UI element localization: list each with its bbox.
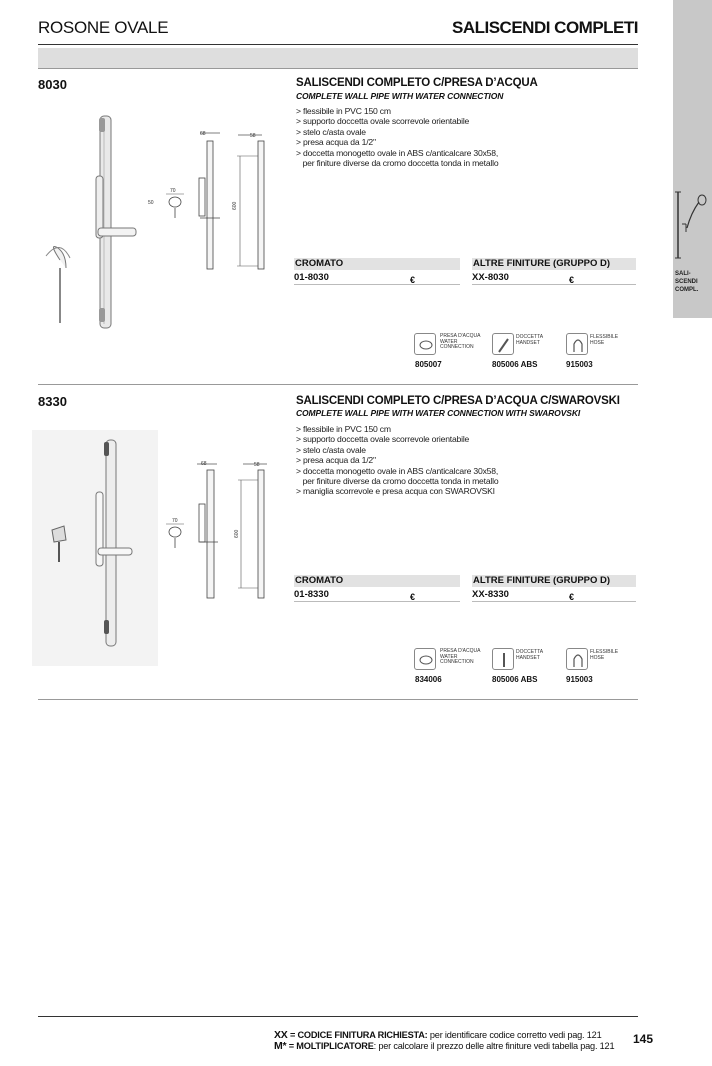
dim-outlet-height: 50: [148, 200, 154, 206]
product-photo: [38, 108, 138, 333]
footer-term: = CODICE FINITURA RICHIESTA:: [287, 1030, 428, 1040]
footer-note-finish-code: [274, 1030, 614, 1041]
footer-key: M*: [274, 1040, 287, 1052]
water-outlet-icon: [414, 648, 436, 670]
accessory-code: 915003: [566, 675, 593, 684]
technical-drawing: [140, 126, 275, 276]
header-rule: [38, 44, 638, 45]
finish-chrome-label: CROMATO: [294, 575, 460, 587]
feature-item: > supporto doccetta ovale scorrevole orientabile: [296, 434, 470, 445]
hose-icon: [566, 333, 588, 355]
accessory-label-line: HANDSET: [516, 654, 540, 661]
feature-item: per finiture diverse da cromo doccetta tonda in metallo: [296, 158, 499, 169]
product-title: SALISCENDI COMPLETO C/PRESA D’ACQUA C/SWAROVSKI: [296, 395, 620, 407]
accessory-label-line: CONNECTION: [440, 659, 474, 665]
accessory-label-line: DOCCETTA: [516, 334, 544, 340]
feature-item: > flessibile in PVC 150 cm: [296, 106, 391, 116]
feature-list: [296, 424, 498, 497]
product-title: SALISCENDI COMPLETO C/PRESA D’ACQUA: [296, 77, 538, 89]
accessory-label-line: PRESA D'ACQUA: [440, 648, 481, 654]
accessory-label-line: HOSE: [590, 339, 605, 346]
section-divider: [38, 384, 638, 385]
section-divider: [38, 699, 638, 700]
finish-chrome-code: 01-8030: [294, 272, 329, 283]
dim-width-2: 58: [254, 462, 260, 468]
feature-item: > stelo c/asta ovale: [296, 444, 366, 455]
finish-chrome-code: 01-8330: [294, 589, 329, 600]
feature-list: [296, 106, 498, 168]
accessory-label-line: HANDSET: [516, 339, 540, 346]
accessory-label-line: FLESSIBILE: [590, 334, 619, 340]
side-tab-label: [675, 270, 698, 294]
accessory-code: 805006 ABS: [492, 675, 538, 684]
side-label-line: COMPL.: [675, 287, 699, 293]
water-outlet-icon: [414, 333, 436, 355]
feature-item: > maniglia scorrevole e presa acqua con SWAROVSKI: [296, 486, 495, 497]
footer-key: XX: [274, 1029, 288, 1041]
feature-item: > doccetta monogetto ovale in ABS c/anticalcare 30x58,: [296, 147, 499, 158]
price-field: €: [569, 275, 575, 285]
accessory-label: [590, 650, 618, 661]
dim-width-1: 68: [201, 461, 207, 467]
handset-icon: [492, 648, 514, 670]
accessory-label-line: HOSE: [590, 654, 605, 661]
accessory-label: [440, 334, 480, 351]
accessory-code: 805006 ABS: [492, 360, 538, 369]
dim-outlet-width: 70: [172, 518, 178, 524]
price-field: €: [569, 592, 575, 602]
dim-height: 600: [232, 201, 238, 210]
product-code: 8330: [38, 394, 67, 409]
feature-item: > doccetta monogetto ovale in ABS c/anticalcare 30x58,: [296, 465, 499, 476]
finish-other-label: ALTRE FINITURE (GRUPPO D): [472, 575, 636, 587]
side-category-tab[interactable]: [673, 0, 712, 318]
feature-item: > stelo c/asta ovale: [296, 126, 366, 137]
accessory-code: 915003: [566, 360, 593, 369]
footer-notes: [274, 1030, 614, 1052]
feature-item: per finiture diverse da cromo doccetta tonda in metallo: [296, 476, 499, 487]
footer-note-multiplier: [274, 1041, 614, 1052]
handset-icon: [492, 333, 514, 355]
accessory-label: [516, 650, 543, 661]
dim-outlet-width: 70: [170, 188, 176, 194]
accessory-label-line: WATER: [440, 338, 458, 345]
dim-height: 600: [234, 529, 240, 538]
feature-item: > flessibile in PVC 150 cm: [296, 424, 391, 434]
price-field: €: [410, 275, 416, 285]
feature-item: > presa acqua da 1/2": [296, 455, 376, 466]
header-band: [38, 48, 638, 69]
accessory-code: 834006: [415, 675, 442, 684]
page-section-title: ROSONE OVALE: [38, 18, 169, 37]
feature-item: > supporto doccetta ovale scorrevole orientabile: [296, 116, 470, 127]
product-photo-backdrop: [32, 430, 158, 666]
accessory-label-line: FLESSIBILE: [590, 649, 619, 655]
dim-width-1: 68: [200, 131, 206, 137]
finish-other-code: XX-8330: [472, 589, 509, 600]
accessory-label: [516, 335, 543, 346]
dim-width-2: 58: [250, 133, 256, 139]
accessory-label: [590, 335, 618, 346]
finish-chrome-row: [294, 272, 460, 285]
side-shower-rail-icon: [673, 188, 712, 263]
accessory-label: [440, 649, 480, 666]
footer-text: : per calcolare il prezzo delle altre finiture vedi tabella pag. 121: [373, 1041, 615, 1051]
finish-other-row: [472, 272, 636, 285]
side-label-line: SALI-: [675, 271, 691, 277]
side-label-line: SCENDI: [675, 279, 698, 285]
page-number: 145: [633, 1032, 654, 1046]
finish-other-code: XX-8030: [472, 272, 509, 283]
finish-chrome-label: CROMATO: [294, 258, 460, 270]
finish-other-row: [472, 589, 636, 602]
product-subtitle: COMPLETE WALL PIPE WITH WATER CONNECTION: [296, 91, 504, 101]
accessory-label-line: CONNECTION: [440, 344, 474, 350]
accessory-code: 805007: [415, 360, 442, 369]
product-photo: [32, 430, 158, 666]
hose-icon: [566, 648, 588, 670]
accessory-label-line: PRESA D'ACQUA: [440, 333, 481, 339]
accessory-label-line: DOCCETTA: [516, 649, 544, 655]
product-code: 8030: [38, 77, 67, 92]
footer-text: per identificare codice corretto vedi pag. 121: [427, 1030, 602, 1040]
finish-chrome-row: [294, 589, 460, 602]
accessory-label-line: WATER: [440, 653, 458, 660]
feature-item: > presa acqua da 1/2": [296, 137, 376, 148]
price-field: €: [410, 592, 416, 602]
finish-other-label: ALTRE FINITURE (GRUPPO D): [472, 258, 636, 270]
footer-term: = MOLTIPLICATORE: [286, 1041, 374, 1051]
technical-drawing: [150, 456, 275, 606]
page-category-title: SALISCENDI COMPLETI: [451, 18, 638, 37]
footer-rule: [38, 1016, 638, 1017]
product-subtitle: COMPLETE WALL PIPE WITH WATER CONNECTION WITH SWAROVSKI: [296, 408, 581, 418]
